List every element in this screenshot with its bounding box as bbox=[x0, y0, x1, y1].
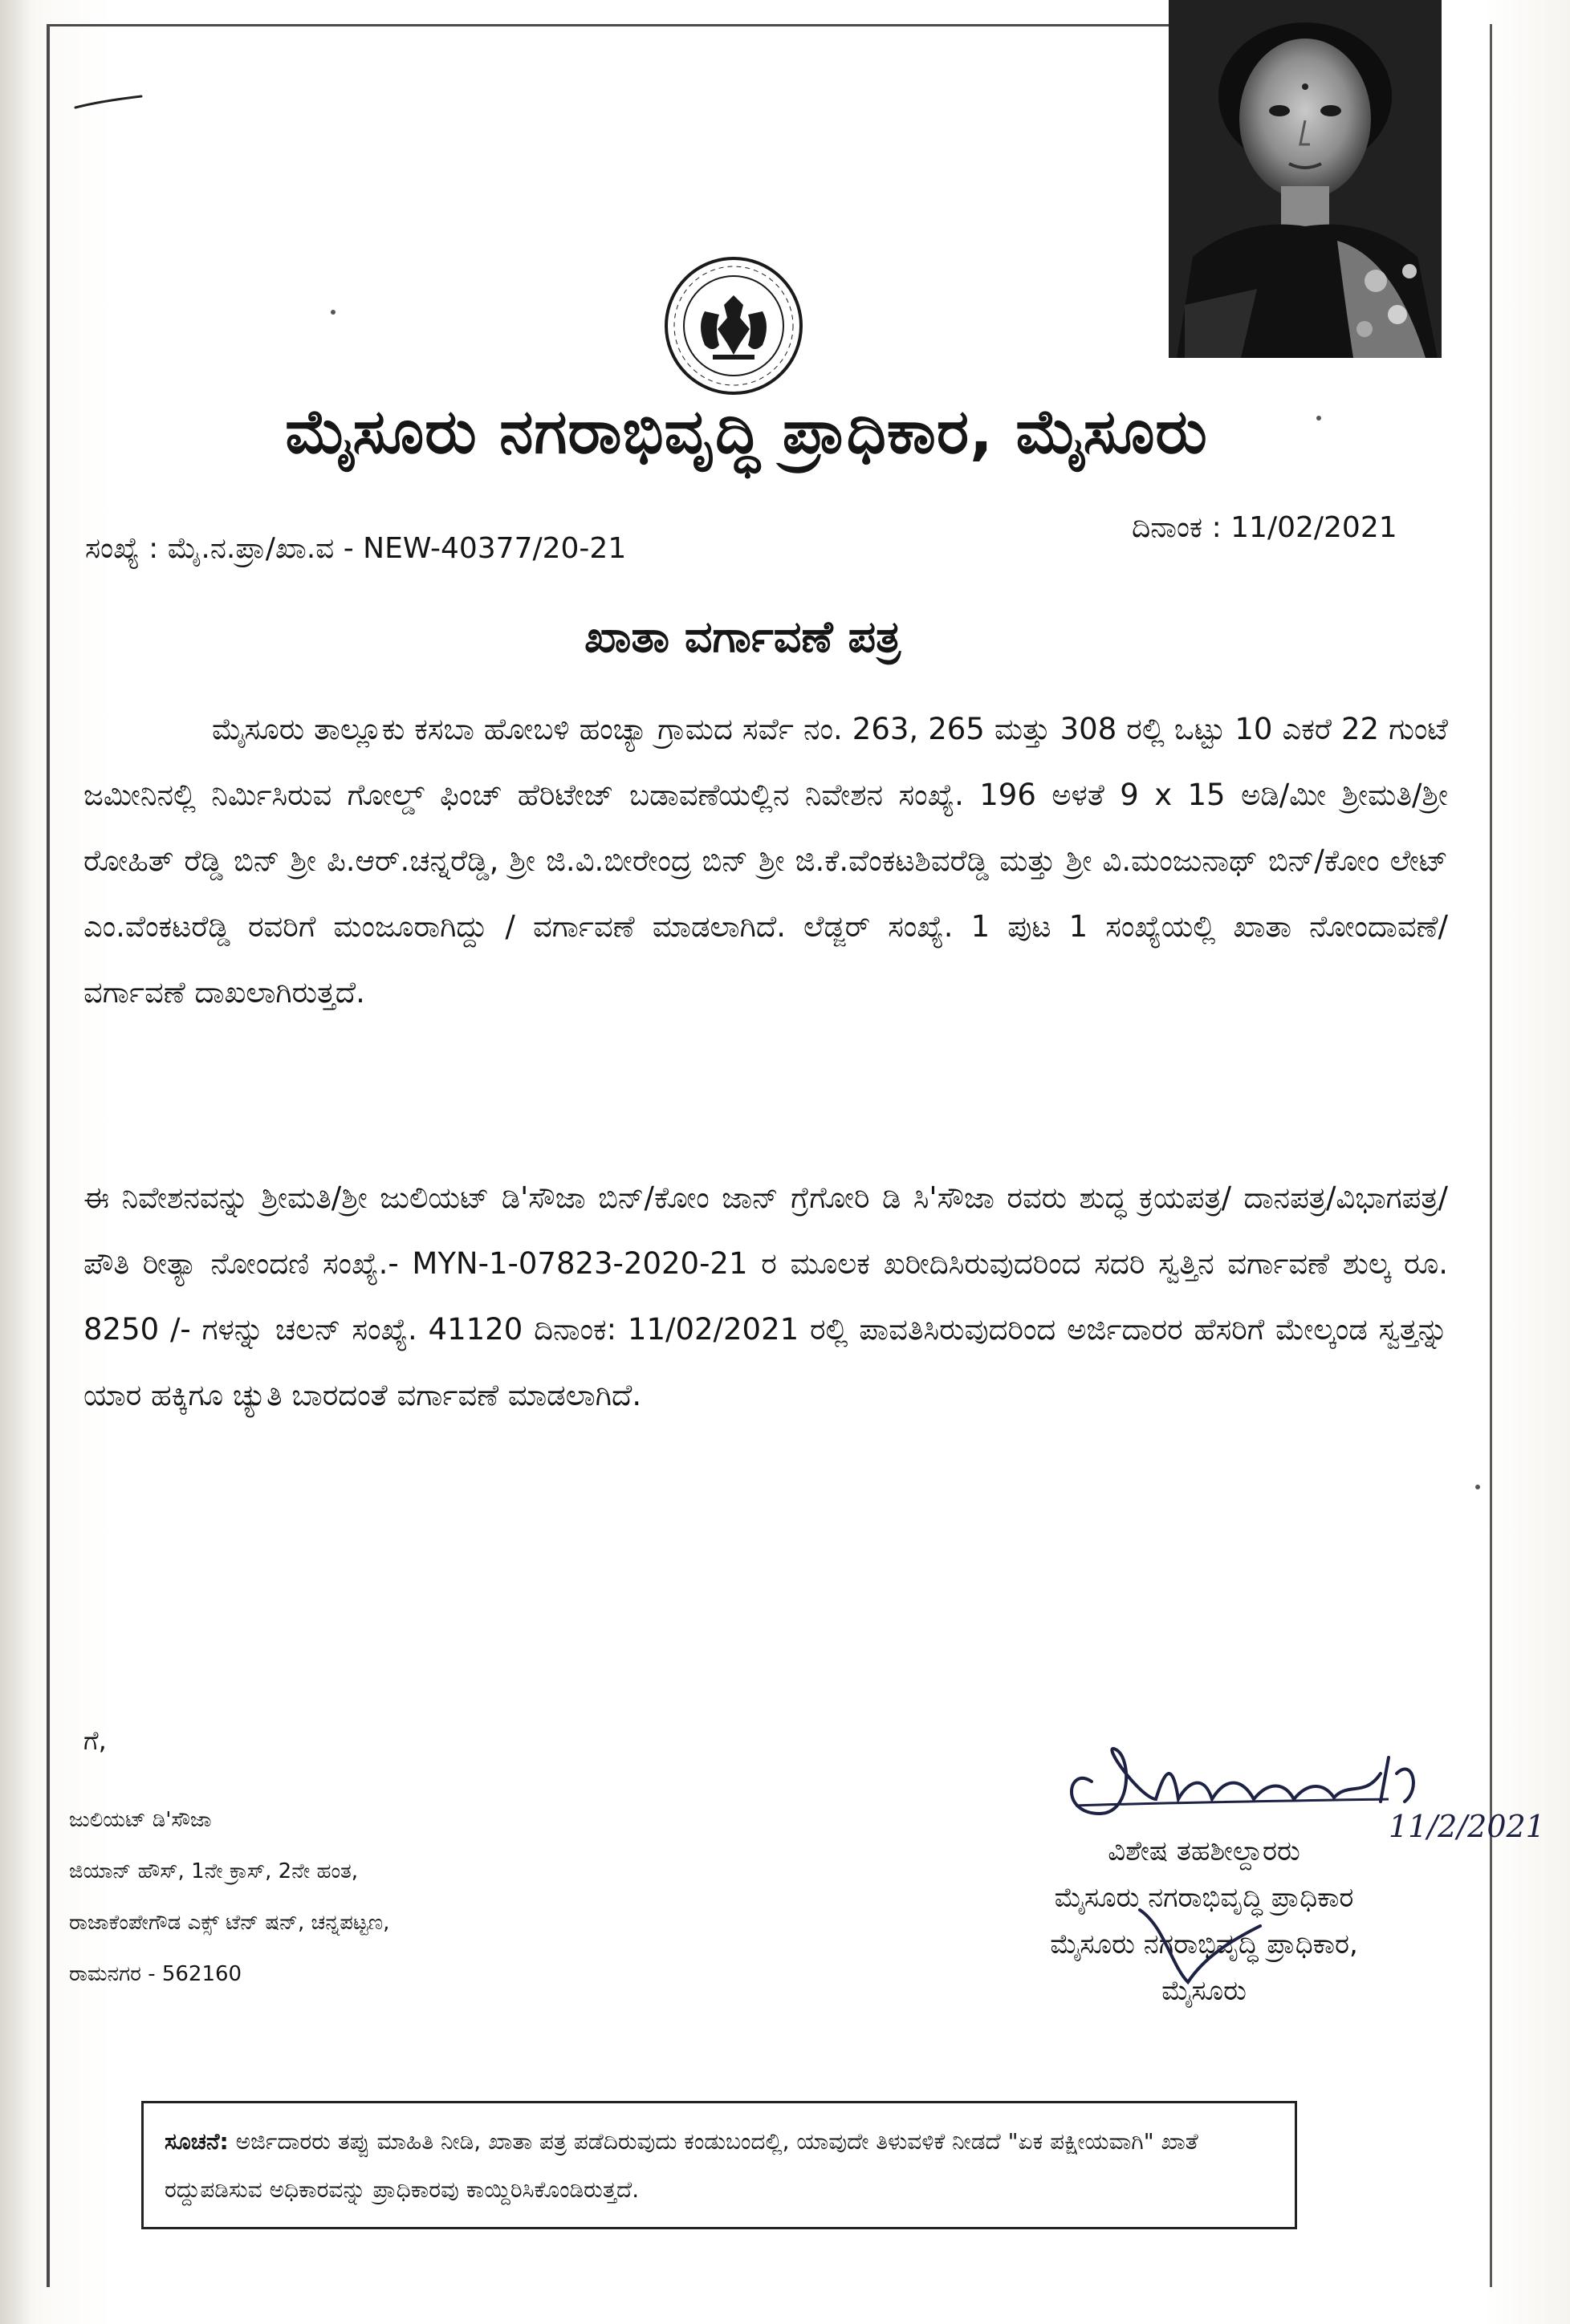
authority-title: ಮೈಸೂರು ನಗರಾಭಿವೃದ್ಧಿ ಪ್ರಾಧಿಕಾರ, ಮೈಸೂರು bbox=[285, 396, 1208, 467]
document-heading: ಖಾತಾ ವರ್ಗಾವಣೆ ಪತ್ರ bbox=[584, 611, 901, 662]
signatory-designation: ವಿಶೇಷ ತಹಶೀಲ್ದಾರರು bbox=[1108, 1835, 1300, 1867]
signature-date: 11/2/2021 bbox=[1389, 1809, 1545, 1844]
scan-speck bbox=[331, 310, 336, 315]
page-border-left bbox=[47, 24, 50, 2287]
pen-stroke-mark bbox=[74, 95, 143, 111]
applicant-photo bbox=[1169, 0, 1442, 358]
scan-speck bbox=[1316, 416, 1321, 421]
authority-emblem-icon bbox=[663, 255, 804, 396]
reference-number: ಸಂಖ್ಯೆ : ಮೈ.ನ.ಪ್ರಾ/ಖಾ.ವ - NEW-40377/20-21 bbox=[85, 532, 627, 565]
recipient-address-line-1: ಜಿಯಾನ್ ಹೌಸ್, 1ನೇ ಕ್ರಾಸ್, 2ನೇ ಹಂತ, bbox=[69, 1859, 359, 1883]
issue-date: ದಿನಾಂಕ : 11/02/2021 bbox=[1132, 511, 1397, 544]
signatory-city: ಮೈಸೂರು bbox=[1161, 1975, 1247, 2007]
signatory-office: ಮೈಸೂರು ನಗರಾಭಿವೃದ್ಧಿ ಪ್ರಾಧಿಕಾರ, bbox=[1050, 1928, 1358, 1960]
page-border-right bbox=[1490, 24, 1492, 2287]
recipient-address bbox=[69, 1794, 631, 2000]
page-edge-shadow bbox=[0, 0, 31, 2324]
scan-speck bbox=[1475, 1485, 1480, 1489]
signatory-block bbox=[931, 1828, 1477, 2014]
recipient-address-line-3: ರಾಮನಗರ - 562160 bbox=[69, 1962, 242, 1986]
recipient-address-line-2: ರಾಜಾಕೆಂಪೇಗೌಡ ಎಕ್ಸ್ ಟೆನ್ ಷನ್, ಚನ್ನಪಟ್ಟಣ, bbox=[69, 1911, 390, 1935]
signatory-office-stamp: ಮೈಸೂರು ನಗರಾಭಿವೃದ್ಧಿ ಪ್ರಾಧಿಕಾರ bbox=[1054, 1882, 1354, 1914]
notice-text: ಅರ್ಜಿದಾರರು ತಪ್ಪು ಮಾಹಿತಿ ನೀಡಿ, ಖಾತಾ ಪತ್ರ ಪಡೆದಿರುವುದು ಕಂಡುಬಂದಲ್ಲಿ, ಯಾವುದೇ ತಿಳುವಳಿಕೆ ನೀಡದೆ "ಏಕ ಪಕ್ಷೀಯವಾಗಿ" ಖಾತೆ ರದ್ದುಪಡಿಸುವ ಅಧಿಕಾರವನ್ನು ಪ್ರಾಧಿಕಾರವು ಕಾಯ್ದಿರಿಸಿಕೊಂಡಿರುತ್ತದೆ. bbox=[165, 2128, 1198, 2203]
notice-box bbox=[141, 2101, 1297, 2229]
recipient-name: ಜುಲಿಯಟ್ ಡಿ'ಸೌಜಾ bbox=[69, 1808, 212, 1832]
transfer-paragraph-1: ಮೈಸೂರು ತಾಲ್ಲೂಕು ಕಸಬಾ ಹೋಬಳಿ ಹಂಚ್ಯಾ ಗ್ರಾಮದ ಸರ್ವೆ ನಂ. 263, 265 ಮತ್ತು 308 ರಲ್ಲಿ ಒಟ್ಟು 10 ಎಕರೆ 22 ಗುಂಟೆ ಜಮೀನಿನಲ್ಲಿ ನಿರ್ಮಿಸಿರುವ ಗೋಲ್ಡ್ ಫಿಂಚ್ ಹೆರಿಟೇಜ್ ಬಡಾವಣೆಯಲ್ಲಿನ ನಿವೇಶನ ಸಂಖ್ಯೆ. 196 ಅಳತೆ 9 x 15 ಅಡಿ/ಮೀ ಶ್ರೀಮತಿ/ಶ್ರೀ ರೋಹಿತ್ ರೆಡ್ಡಿ ಬಿನ್ ಶ್ರೀ ಪಿ.ಆರ್.ಚನ್ನರೆಡ್ಡಿ, ಶ್ರೀ ಜಿ.ವಿ.ಬೀರೇಂದ್ರ ಬಿನ್ ಶ್ರೀ ಜಿ.ಕೆ.ವೆಂಕಟಶಿವರೆಡ್ಡಿ ಮತ್ತು ಶ್ರೀ ವಿ.ಮಂಜುನಾಥ್ ಬಿನ್/ಕೋಂ ಲೇಟ್ ಎಂ.ವೆಂಕಟರೆಡ್ಡಿ ರವರಿಗೆ ಮಂಜೂರಾಗಿದ್ದು / ವರ್ಗಾವಣೆ ಮಾಡಲಾಗಿದೆ. ಲೆಡ್ಜರ್ ಸಂಖ್ಯೆ. 1 ಪುಟ 1 ಸಂಖ್ಯೆಯಲ್ಲಿ ಖಾತಾ ನೋಂದಾವಣೆ/ ವರ್ಗಾವಣೆ ದಾಖಲಾಗಿರುತ್ತದೆ. bbox=[83, 712, 1448, 1010]
page-border-top bbox=[47, 24, 1178, 26]
notice-label: ಸೂಚನೆ: bbox=[165, 2128, 229, 2155]
transfer-paragraph-2: ಈ ನಿವೇಶನವನ್ನು ಶ್ರೀಮತಿ/ಶ್ರೀ ಜುಲಿಯಟ್ ಡಿ'ಸೌಜಾ ಬಿನ್/ಕೋಂ ಜಾನ್ ಗ್ರೆಗೋರಿ ಡಿ ಸಿ'ಸೌಜಾ ರವರು ಶುದ್ಧ ಕ್ರಯಪತ್ರ/ ದಾನಪತ್ರ/ವಿಭಾಗಪತ್ರ/ಪೌತಿ ರೀತ್ಯಾ ನೋಂದಣಿ ಸಂಖ್ಯೆ.- MYN-1-07823-2020-21 ರ ಮೂಲಕ ಖರೀದಿಸಿರುವುದರಿಂದ ಸದರಿ ಸ್ವತ್ತಿನ ವರ್ಗಾವಣೆ ಶುಲ್ಕ ರೂ. 8250 /- ಗಳನ್ನು ಚಲನ್ ಸಂಖ್ಯೆ. 41120 ದಿನಾಂಕ: 11/02/2021 ರಲ್ಲಿ ಪಾವತಿಸಿರುವುದರಿಂದ ಅರ್ಜಿದಾರರ ಹೆಸರಿಗೆ ಮೇಲ್ಕಂಡ ಸ್ವತ್ತನ್ನು ಯಾರ ಹಕ್ಕಿಗೂ ಚ್ಯುತಿ ಬಾರದಂತೆ ವರ್ಗಾವಣೆ ಮಾಡಲಾಗಿದೆ. bbox=[83, 1180, 1448, 1412]
recipient-to-label: ಗೆ, bbox=[83, 1725, 107, 1756]
